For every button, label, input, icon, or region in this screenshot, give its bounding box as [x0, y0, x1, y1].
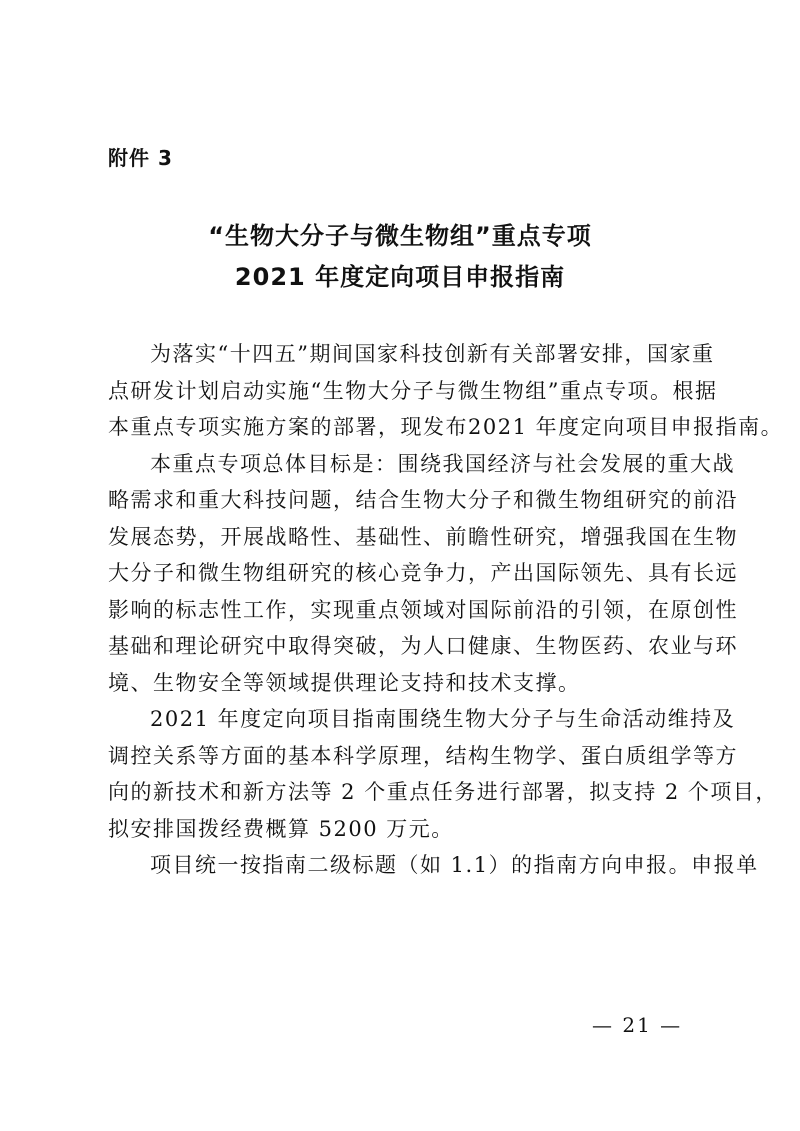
- text-line: 境、生物安全等领域提供理论支持和技术支撑。: [108, 670, 581, 695]
- text-line: 略需求和重大科技问题，结合生物大分子和微生物组研究的前沿: [108, 488, 738, 512]
- paragraph-4: [108, 847, 759, 884]
- document-title-line-2: 2021 年度定向项目申报指南: [234, 263, 566, 291]
- text-line: 向的新技术和新方法等 2 个重点任务进行部署，拟支持 2 个项目，: [108, 780, 778, 804]
- text-line: 点研发计划启动实施“生物大分子与微生物组”重点专项。根据: [108, 378, 718, 403]
- text-line: 拟安排国拨经费概算 5200 万元。: [108, 816, 454, 841]
- text-line: 为落实“十四五”期间国家科技创新有关部署安排，国家重: [150, 342, 715, 366]
- document-body: [108, 336, 784, 884]
- paragraph-1: [108, 336, 784, 446]
- text-line: 大分子和微生物组研究的核心竞争力，产出国际领先、具有长远: [108, 561, 738, 585]
- text-line: 基础和理论研究中取得突破，为人口健康、生物医药、农业与环: [108, 634, 738, 658]
- text-line: 影响的标志性工作，实现重点领域对国际前沿的引领，在原创性: [108, 597, 738, 622]
- text-line: 本重点专项实施方案的部署，现发布2021 年度定向项目申报指南。: [108, 415, 784, 439]
- page-number: — 21 —: [592, 1013, 683, 1037]
- text-line: 发展态势，开展战略性、基础性、前瞻性研究，增强我国在生物: [108, 524, 738, 549]
- paragraph-2: [108, 446, 738, 702]
- paragraph-3: [108, 701, 778, 847]
- document-title-line-1: “生物大分子与微生物组”重点专项: [208, 222, 592, 250]
- text-line: 本重点专项总体目标是：围绕我国经济与社会发展的重大战: [150, 451, 735, 476]
- text-line: 2021 年度定向项目指南围绕生物大分子与生命活动维持及: [150, 707, 736, 731]
- text-line: 项目统一按指南二级标题（如 1.1）的指南方向申报。申报单: [150, 853, 759, 877]
- attachment-label: 附件 3: [108, 146, 173, 170]
- text-line: 调控关系等方面的基本科学原理，结构生物学、蛋白质组学等方: [108, 743, 738, 768]
